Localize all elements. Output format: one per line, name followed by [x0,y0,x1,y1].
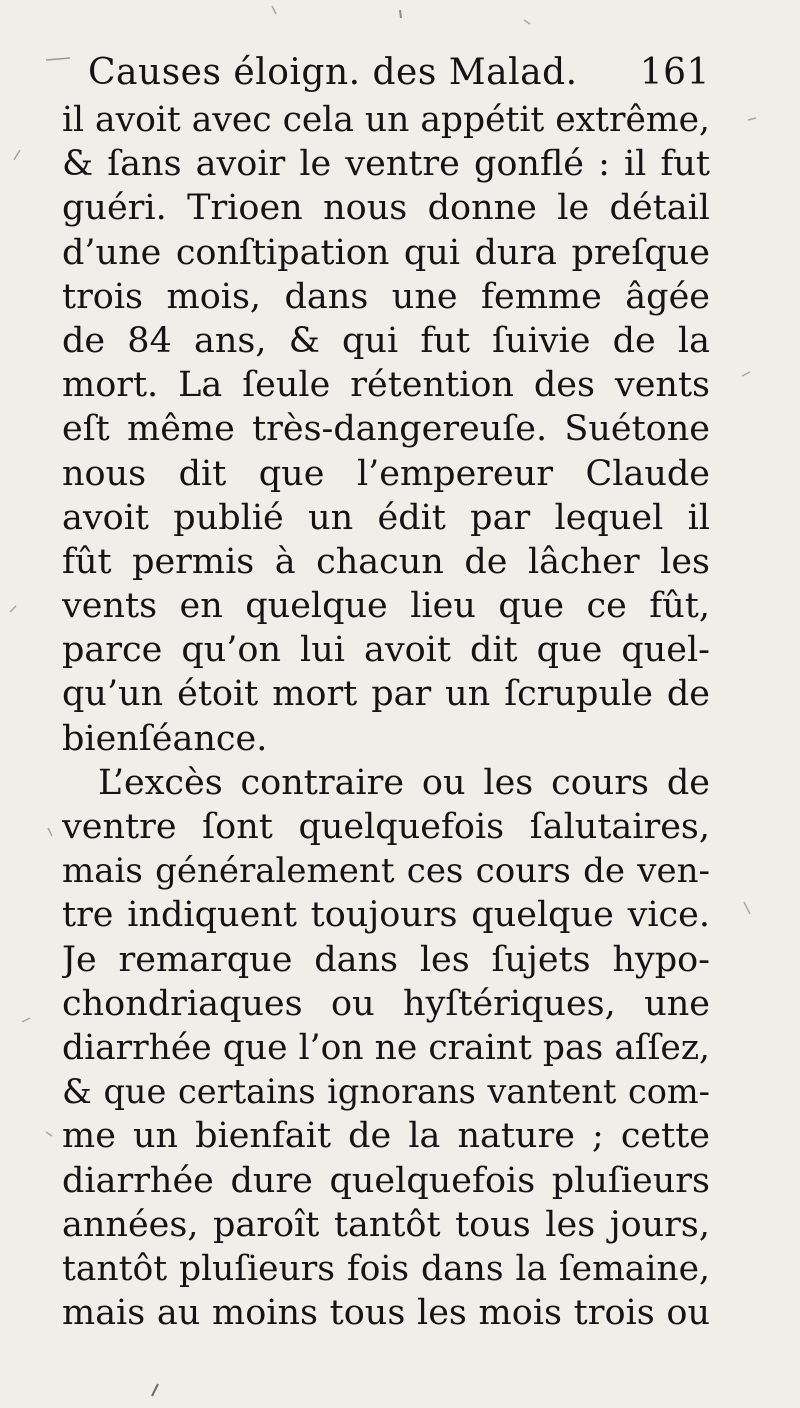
text-line: mais généralement ces cours de ven- [62,851,710,892]
text-line: il avoit avec cela un appétit extrême, [62,100,710,140]
running-head-title: Causes éloign. des Malad. [88,52,578,93]
text-line: diarrhée que l’on ne craint pas aſſez, [62,1027,710,1068]
text-line: nous dit que l’empereur Claude [62,453,710,494]
text-line: années, paroît tantôt tous les jours, [62,1204,710,1245]
text-line: avoit publié un édit par lequel il [62,497,710,538]
text-line: de 84 ans, & qui fut ſuivie de la [62,320,710,361]
text-line: vents en quelque lieu que ce fût, [62,586,710,627]
text-line: me un bienfait de la nature ; cette [62,1116,710,1157]
text-line: & que certains ignorans vantent com- [62,1072,710,1112]
text-line: tantôt pluſieurs fois dans la ſemaine, [62,1248,710,1289]
text-line: d’une conſtipation qui dura preſque [62,232,710,273]
text-line: qu’un étoit mort par un ſcrupule de [62,674,710,715]
text-line: fût permis à chacun de lâcher les [62,541,710,582]
text-line: tre indiquent toujours quelque vice. [62,895,710,936]
running-head [62,48,710,98]
text-line: eſt même très-dangereuſe. Suétone [62,409,710,450]
text-line: guéri. Trioen nous donne le détail [62,188,710,229]
page-number: 161 [639,52,710,93]
text-line: Je remarque dans les ſujets hypo- [62,939,710,980]
text-line: mort. La ſeule rétention des vents [62,365,710,406]
text-line: trois mois, dans une femme âgée [62,276,710,317]
text-line: & ſans avoir le ventre gonflé : il fut [62,144,710,185]
text-line: diarrhée dure quelquefois pluſieurs [62,1160,710,1201]
text-line-paragraph-end: bienſéance. [62,718,268,759]
text-block [62,48,710,1335]
text-line-paragraph-start: L’excès contraire ou les cours de [98,762,710,803]
text-line: parce qu’on lui avoit dit que quel- [62,630,710,671]
text-line: mais au moins tous les mois trois ou [62,1293,710,1334]
text-line: chondriaques ou hyſtériques, une [62,983,710,1024]
text-line: ventre ſont quelquefois ſalutaires, [62,807,710,847]
